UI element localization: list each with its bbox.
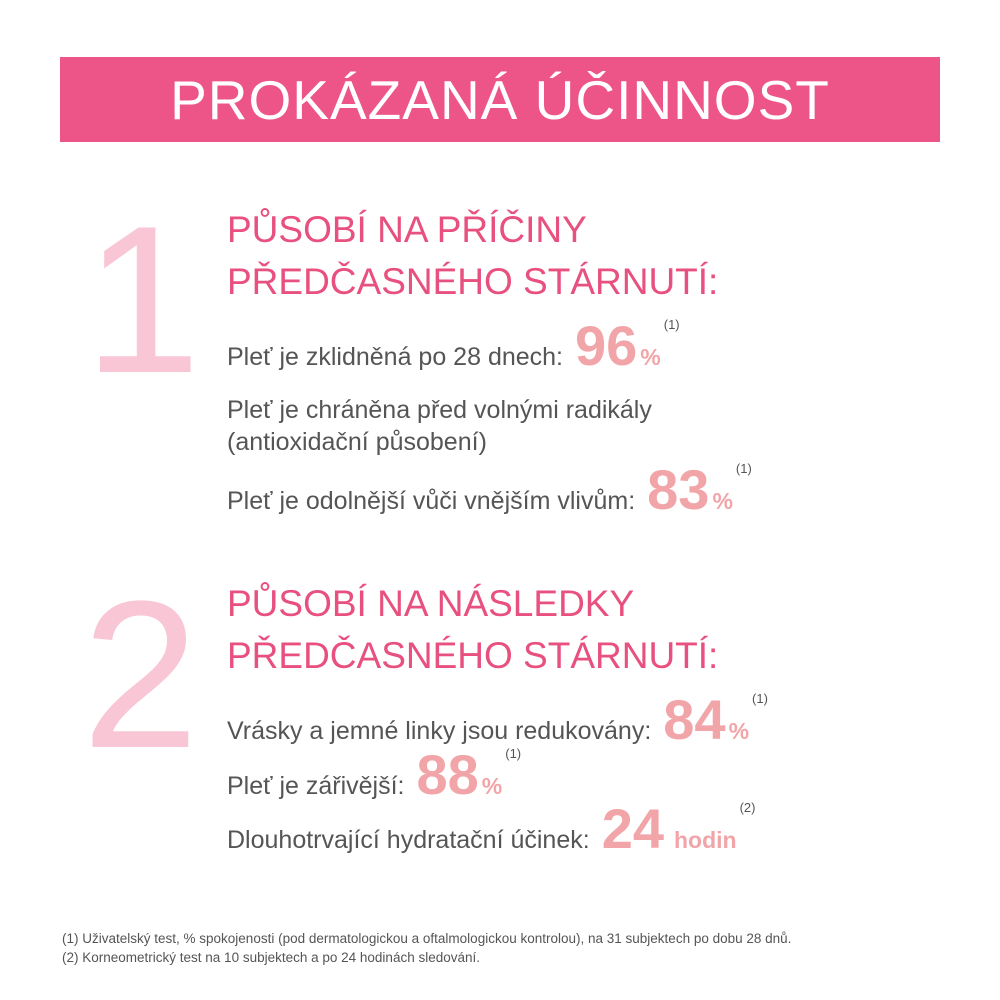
footnote-ref: (2)	[739, 800, 756, 815]
footnote-ref: (1)	[505, 746, 522, 761]
section-number-1: 1	[84, 182, 201, 417]
stat-label: Dlouhotrvající hydratační účinek:	[227, 826, 590, 854]
stat-unit: %	[640, 344, 661, 370]
footnote-ref: (1)	[663, 317, 680, 332]
stat-value: 88	[416, 743, 479, 806]
footnote-ref: (1)	[752, 691, 768, 706]
text-line: Pleť je chráněna před volnými radikály	[227, 396, 652, 424]
stat-resistant-skin	[227, 458, 752, 521]
stat-unit: %	[728, 718, 750, 744]
text-protected-from-radicals	[227, 394, 652, 458]
stat-unit: %	[481, 773, 503, 799]
title-banner	[60, 57, 940, 142]
stat-label: Vrásky a jemné linky jsou redukovány:	[227, 717, 652, 745]
footnote-ref: (1)	[735, 461, 752, 476]
section-2-heading-line-2: PŘEDČASNÉHO STÁRNUTÍ:	[227, 635, 719, 676]
text-line: (antioxidační působení)	[227, 428, 487, 456]
stat-value: 24	[601, 797, 664, 860]
section-1-heading-line-2: PŘEDČASNÉHO STÁRNUTÍ:	[227, 261, 719, 302]
stat-calmed-skin	[227, 314, 680, 377]
stat-value: 83	[647, 458, 710, 521]
stat-value: 96	[575, 314, 638, 377]
section-2-heading-line-1: PŮSOBÍ NA NÁSLEDKY	[227, 583, 635, 624]
stat-unit: %	[712, 488, 733, 514]
stat-radiant-skin	[227, 743, 522, 806]
footnote-1: (1) Uživatelský test, % spokojenosti (pod dermatologickou a oftalmologickou kontrolou), na 31 subjektech po dobu 28 dnů.	[62, 931, 792, 946]
stat-wrinkles-reduced	[227, 688, 768, 751]
stat-label: Pleť je odolnější vůči vnějším vlivům:	[227, 487, 636, 515]
stat-value: 84	[663, 688, 726, 751]
section-2-heading	[227, 578, 718, 682]
stat-unit: hodin	[673, 827, 737, 853]
page-title: PROKÁZANÁ ÚČINNOST	[170, 68, 830, 131]
section-1-heading	[227, 204, 718, 308]
footnotes	[62, 929, 791, 967]
stat-long-hydration	[227, 797, 756, 860]
footnote-2: (2) Korneometrický test na 10 subjektech a po 24 hodinách sledování.	[62, 950, 480, 965]
stat-label: Pleť je zářivější:	[227, 772, 405, 800]
stat-label: Pleť je zklidněná po 28 dnech:	[227, 343, 563, 371]
section-number-2: 2	[82, 557, 199, 792]
section-1-heading-line-1: PŮSOBÍ NA PŘÍČINY	[227, 209, 587, 250]
